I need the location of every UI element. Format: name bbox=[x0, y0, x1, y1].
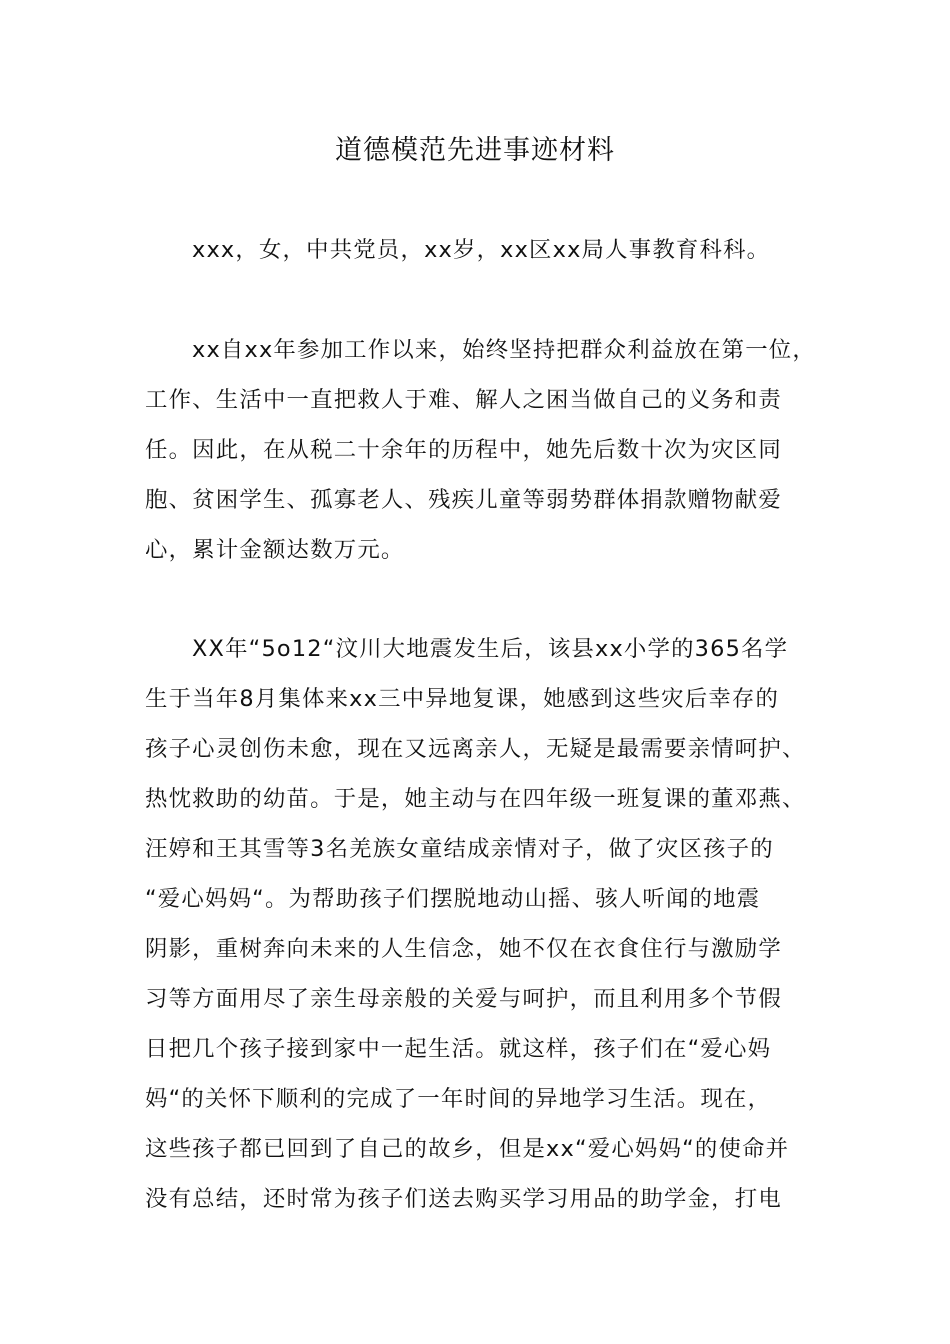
paragraph-earthquake-line: 日把几个孩子接到家中一起生活。就这样，孩子们在“爱心妈 bbox=[145, 1036, 772, 1062]
paragraph-earthquake-line: 妈“的关怀下顺利的完成了一年时间的异地学习生活。现在， bbox=[145, 1086, 772, 1112]
paragraph-service-line: xx自xx年参加工作以来，始终坚持把群众利益放在第一位， bbox=[192, 337, 816, 363]
paragraph-earthquake-line: 阴影，重树奔向未来的人生信念，她不仅在衣食住行与激励学 bbox=[145, 936, 782, 962]
paragraph-earthquake-line: 这些孩子都已回到了自己的故乡，但是xx“爱心妈妈“的使命并 bbox=[145, 1136, 790, 1162]
paragraph-earthquake-line: 生于当年8月集体来xx三中异地复课，她感到这些灾后幸存的 bbox=[145, 686, 780, 712]
paragraph-service-line: 工作、生活中一直把救人于难、解人之困当做自己的义务和责 bbox=[145, 387, 782, 413]
paragraph-earthquake-line: 汪婷和王其雪等3名羌族女童结成亲情对子，做了灾区孩子的 bbox=[145, 836, 774, 862]
paragraph-earthquake-line: 热忱救助的幼苗。于是，她主动与在四年级一班复课的董邓燕、 bbox=[145, 786, 806, 812]
paragraph-earthquake-line: 习等方面用尽了亲生母亲般的关爱与呵护，而且利用多个节假 bbox=[145, 986, 782, 1012]
paragraph-service-line: 心，累计金额达数万元。 bbox=[145, 537, 405, 563]
document-title: 道德模范先进事迹材料 bbox=[335, 135, 615, 166]
paragraph-earthquake-line: 没有总结，还时常为孩子们送去购买学习用品的助学金，打电 bbox=[145, 1186, 782, 1212]
paragraph-earthquake-line: 孩子心灵创伤未愈，现在又远离亲人，无疑是最需要亲情呵护、 bbox=[145, 736, 806, 762]
paragraph-earthquake-line: “爱心妈妈“。为帮助孩子们摆脱地动山摇、骇人听闻的地震 bbox=[145, 886, 761, 912]
paragraph-intro-line: xxx，女，中共党员，xx岁，xx区xx局人事教育科科。 bbox=[192, 237, 771, 263]
paragraph-service-line: 任。因此，在从税二十余年的历程中，她先后数十次为灾区同 bbox=[145, 437, 782, 463]
paragraph-earthquake-line: XX年“5o12“汶川大地震发生后，该县xx小学的365名学 bbox=[192, 636, 789, 662]
paragraph-service-line: 胞、贫困学生、孤寡老人、残疾儿童等弱势群体捐款赠物献爱 bbox=[145, 487, 782, 513]
